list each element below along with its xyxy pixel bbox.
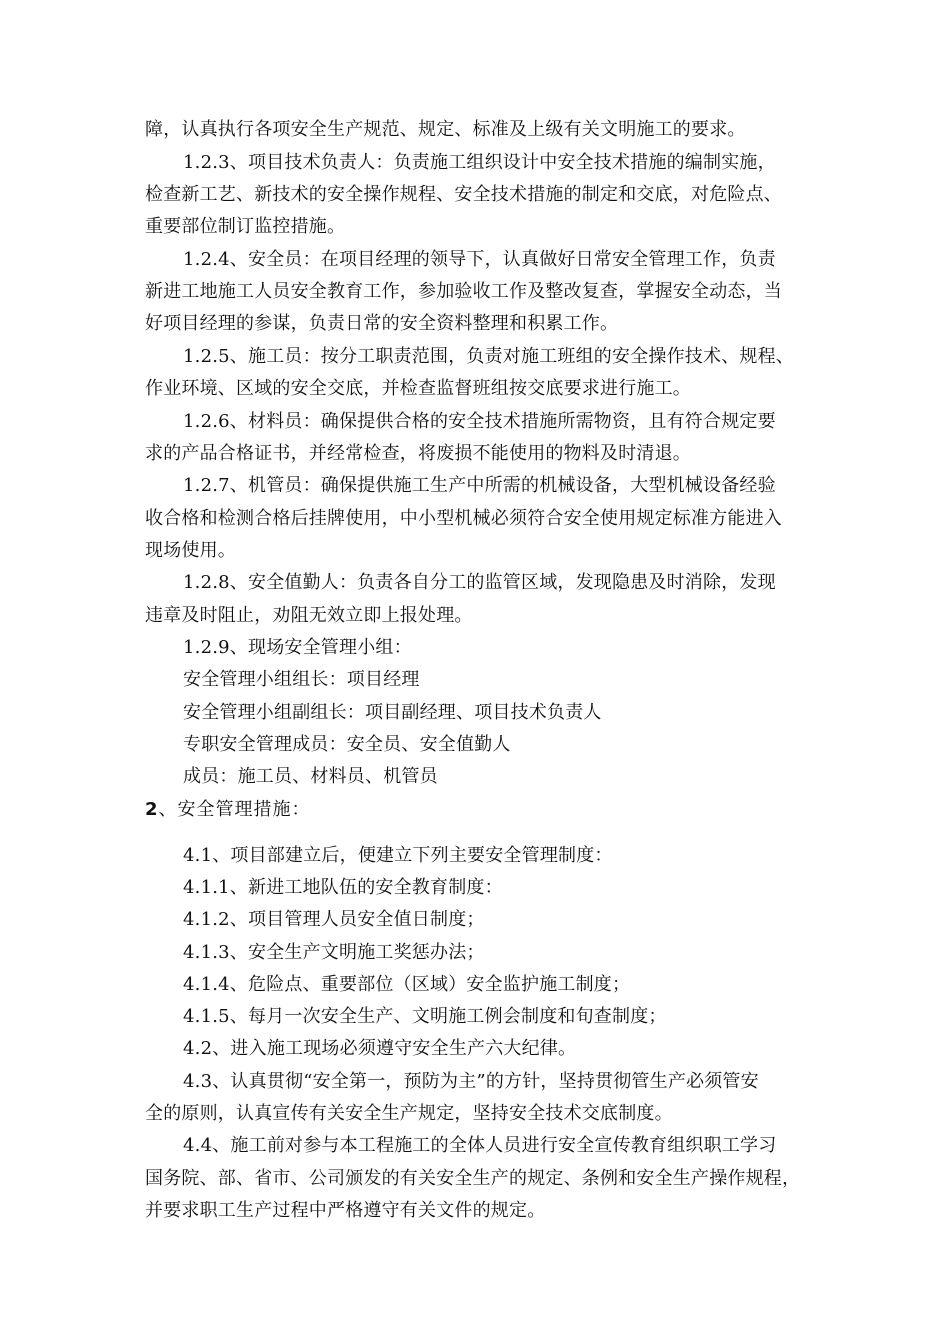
text-line: 国务院、部、省市、公司颁发的有关安全生产的规定、条例和安全生产操作规程， bbox=[145, 1168, 801, 1189]
text-line: 现场使用。 bbox=[145, 540, 236, 561]
text-line: 4.1.4、危险点、重要部位（区域）安全监护施工制度； bbox=[183, 974, 631, 995]
text-line: 4.1.2、项目管理人员安全值日制度； bbox=[183, 909, 485, 930]
text-line: 4.2、进入施工现场必须遵守安全生产六大纪律。 bbox=[183, 1038, 577, 1059]
text-line: 收合格和检测合格后挂牌使用，中小型机械必须符合安全使用规定标准方能进入 bbox=[145, 508, 782, 529]
text-line: 4.1.1、新进工地队伍的安全教育制度： bbox=[183, 877, 503, 898]
text-line: 检查新工艺、新技术的安全操作规程、安全技术措施的制定和交底，对危险点、 bbox=[145, 184, 782, 205]
text-line: 1.2.4、安全员：在项目经理的领导下，认真做好日常安全管理工作，负责 bbox=[183, 249, 776, 270]
text-line: 重要部位制订监控措施。 bbox=[145, 216, 346, 237]
text-line: 1.2.3、项目技术负责人：负责施工组织设计中安全技术措施的编制实施， bbox=[183, 152, 776, 173]
text-line: 好项目经理的参谋，负责日常的安全资料整理和积累工作。 bbox=[145, 313, 619, 334]
section-heading bbox=[145, 799, 813, 821]
text-line: 1.2.6、材料员：确保提供合格的安全技术措施所需物资，且有符合规定要 bbox=[183, 411, 776, 432]
text-line: 4.1.3、安全生产文明施工奖惩办法； bbox=[183, 942, 485, 963]
text-line: 1.2.7、机管员：确保提供施工生产中所需的机械设备，大型机械设备经验 bbox=[183, 475, 776, 496]
text-line: 障，认真执行各项安全生产规范、规定、标准及上级有关文明施工的要求。 bbox=[145, 119, 746, 140]
text-line: 4.3、认真贯彻“安全第一，预防为主”的方针，坚持贯彻管生产必须管安 bbox=[183, 1071, 759, 1092]
text-line: 全的原则，认真宣传有关安全生产规定，坚持安全技术交底制度。 bbox=[145, 1103, 673, 1124]
text-line: 1.2.8、安全值勤人：负责各自分工的监管区域，发现隐患及时消除，发现 bbox=[183, 572, 776, 593]
text-line: 专职安全管理成员：安全员、安全值勤人 bbox=[183, 734, 511, 755]
text-line: 新进工地施工人员安全教育工作，参加验收工作及整改复查，掌握安全动态，当 bbox=[145, 281, 782, 302]
text-line: 4.1、项目部建立后，便建立下列主要安全管理制度： bbox=[183, 845, 613, 866]
text-line: 4.4、施工前对参与本工程施工的全体人员进行安全宣传教育组织职工学习 bbox=[183, 1135, 777, 1156]
text-line: 4.1.5、每月一次安全生产、文明施工例会制度和旬查制度； bbox=[183, 1006, 667, 1027]
text-line: 求的产品合格证书，并经常检查，将废损不能使用的物料及时清退。 bbox=[145, 443, 691, 464]
text-line: 作业环境、区域的安全交底，并检查监督班组按交底要求进行施工。 bbox=[145, 378, 691, 399]
section-title: 、安全管理措施： bbox=[158, 799, 311, 820]
text-line: 1.2.9、现场安全管理小组： bbox=[183, 637, 412, 658]
section-number: 2 bbox=[145, 799, 159, 820]
text-line: 安全管理小组组长：项目经理 bbox=[183, 669, 420, 690]
text-line: 成员：施工员、材料员、机管员 bbox=[183, 766, 438, 787]
text-line: 1.2.5、施工员：按分工职责范围，负责对施工班组的安全操作技术、规程、 bbox=[183, 346, 794, 367]
text-line: 安全管理小组副组长：项目副经理、项目技术负责人 bbox=[183, 702, 602, 723]
text-line: 违章及时阻止，劝阻无效立即上报处理。 bbox=[145, 605, 473, 626]
text-line: 并要求职工生产过程中严格遵守有关文件的规定。 bbox=[145, 1200, 546, 1221]
